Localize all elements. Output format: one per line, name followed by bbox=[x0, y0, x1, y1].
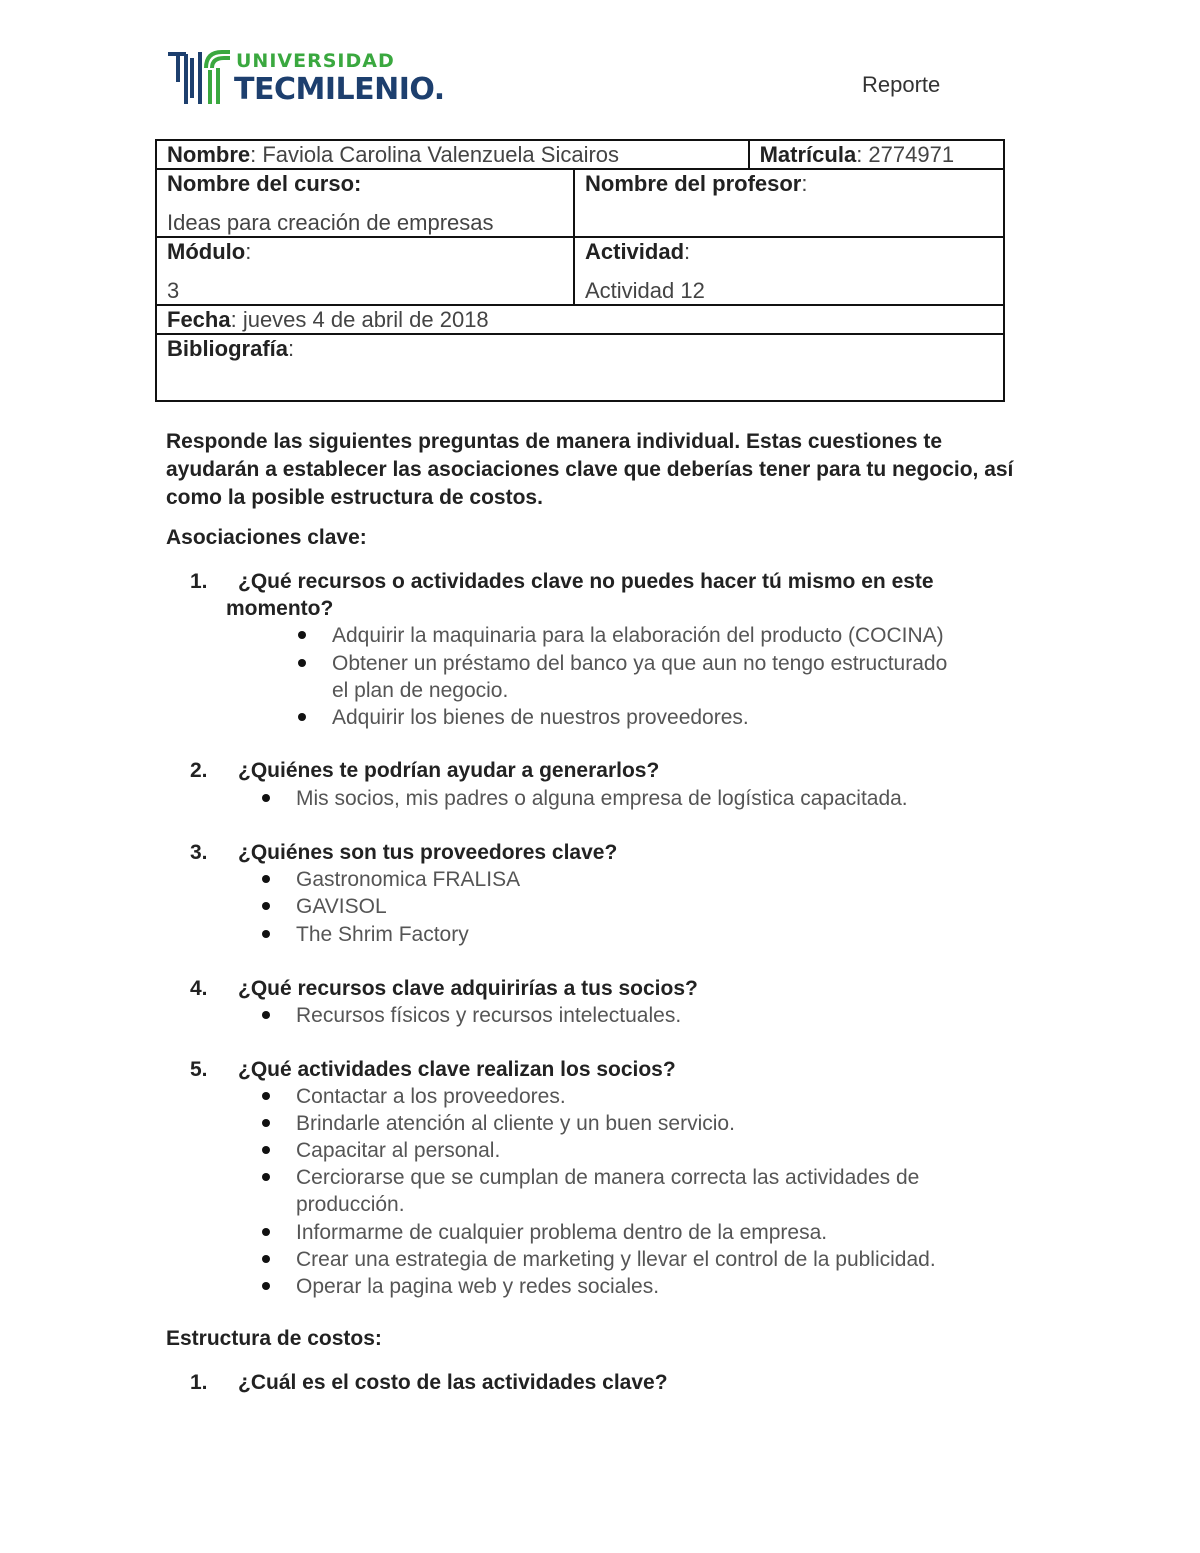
curso-cell bbox=[156, 169, 574, 237]
curso-value: Ideas para creación de empresas bbox=[167, 210, 494, 235]
bullet-icon bbox=[262, 1011, 270, 1019]
matricula-value: : 2774971 bbox=[856, 142, 955, 167]
answer-item: Recursos físicos y recursos intelectuales. bbox=[296, 1004, 682, 1027]
bullet-icon bbox=[262, 875, 270, 883]
table-row bbox=[156, 237, 1004, 305]
university-logo bbox=[166, 46, 456, 110]
cost-question-1: ¿Cuál es el costo de las actividades clave? bbox=[238, 1371, 668, 1394]
bibliografia-colon: : bbox=[288, 336, 295, 361]
question-1-line1: ¿Qué recursos o actividades clave no puedes hacer tú mismo en este bbox=[238, 570, 934, 593]
answer-item: Adquirir los bienes de nuestros proveedores. bbox=[332, 706, 749, 729]
question-4: ¿Qué recursos clave adquirirías a tus socios? bbox=[238, 977, 698, 1000]
bibliografia-label: Bibliografía bbox=[167, 336, 289, 361]
question-number: 1. bbox=[190, 1371, 208, 1394]
modulo-colon: : bbox=[245, 239, 252, 264]
actividad-label: Actividad bbox=[585, 239, 685, 264]
answer-item: Obtener un préstamo del banco ya que aun no tengo estructurado bbox=[332, 652, 948, 675]
bullet-icon bbox=[262, 1119, 270, 1127]
fecha-label: Fecha bbox=[167, 307, 231, 332]
actividad-colon: : bbox=[684, 239, 691, 264]
actividad-value: Actividad 12 bbox=[585, 278, 705, 303]
section-title-costos: Estructura de costos: bbox=[166, 1327, 382, 1350]
section-title-asociaciones: Asociaciones clave: bbox=[166, 526, 367, 549]
bullet-icon bbox=[262, 902, 270, 910]
report-label: Reporte bbox=[862, 72, 941, 97]
intro-paragraph: Responde las siguientes preguntas de manera individual. Estas cuestiones te ayudarán a establecer las asociaciones clave que deberías tener para tu negocio, así como la posible estructura de costos. bbox=[166, 430, 1014, 509]
answer-item: Gastronomica FRALISA bbox=[296, 868, 521, 891]
table-row bbox=[156, 305, 1004, 334]
answer-item: Cerciorarse que se cumplan de manera correcta las actividades de bbox=[296, 1166, 920, 1189]
question-1-line2: momento? bbox=[226, 597, 334, 620]
question-3: ¿Quiénes son tus proveedores clave? bbox=[238, 841, 618, 864]
matricula-label: Matrícula bbox=[759, 142, 857, 167]
answer-item: Operar la pagina web y redes sociales. bbox=[296, 1275, 660, 1298]
bullet-icon bbox=[262, 1146, 270, 1154]
logo-university-text: UNIVERSIDAD bbox=[236, 50, 395, 72]
fecha-cell bbox=[156, 305, 1004, 334]
bullet-icon bbox=[262, 794, 270, 802]
question-number: 2. bbox=[190, 759, 208, 782]
answer-item: Crear una estrategia de marketing y llevar el control de la publicidad. bbox=[296, 1248, 936, 1271]
answer-item: The Shrim Factory bbox=[296, 923, 469, 946]
matricula-cell bbox=[749, 140, 1004, 169]
modulo-label: Módulo bbox=[167, 239, 246, 264]
bullet-icon bbox=[298, 631, 306, 639]
bullet-icon bbox=[298, 713, 306, 721]
question-2: ¿Quiénes te podrían ayudar a generarlos? bbox=[238, 759, 660, 782]
modulo-value: 3 bbox=[167, 278, 180, 303]
question-number: 4. bbox=[190, 977, 208, 1000]
actividad-cell bbox=[574, 237, 1004, 305]
logo-tecmilenio-text: TECMILENIO. bbox=[234, 72, 445, 107]
logo-mark-icon bbox=[166, 48, 232, 108]
answer-item: Mis socios, mis padres o alguna empresa de logística capacitada. bbox=[296, 787, 908, 810]
bullet-icon bbox=[262, 1228, 270, 1236]
bullet-icon bbox=[262, 930, 270, 938]
answer-item-continuation: el plan de negocio. bbox=[332, 679, 509, 702]
bullet-icon bbox=[262, 1092, 270, 1100]
profesor-cell bbox=[574, 169, 1004, 237]
nombre-label: Nombre bbox=[167, 142, 251, 167]
bullet-icon bbox=[298, 659, 306, 667]
modulo-cell bbox=[156, 237, 574, 305]
bibliografia-cell bbox=[156, 334, 1004, 401]
bullet-icon bbox=[262, 1173, 270, 1181]
answer-item-continuation: producción. bbox=[296, 1193, 405, 1216]
answer-item: Informarme de cualquier problema dentro de la empresa. bbox=[296, 1221, 828, 1244]
question-number: 3. bbox=[190, 841, 208, 864]
question-number: 1. bbox=[190, 570, 208, 593]
answer-item: GAVISOL bbox=[296, 895, 387, 918]
profesor-label: Nombre del profesor bbox=[585, 171, 802, 196]
answer-item: Capacitar al personal. bbox=[296, 1139, 501, 1162]
question-5: ¿Qué actividades clave realizan los socios? bbox=[238, 1058, 676, 1081]
student-info-table bbox=[155, 139, 1005, 402]
question-number: 5. bbox=[190, 1058, 208, 1081]
nombre-cell bbox=[156, 140, 749, 169]
answer-item: Contactar a los proveedores. bbox=[296, 1085, 566, 1108]
answer-item: Brindarle atención al cliente y un buen servicio. bbox=[296, 1112, 735, 1135]
bullet-icon bbox=[262, 1282, 270, 1290]
fecha-value: : jueves 4 de abril de 2018 bbox=[230, 307, 489, 332]
curso-label: Nombre del curso: bbox=[167, 171, 362, 196]
nombre-value: : Faviola Carolina Valenzuela Sicairos bbox=[250, 142, 620, 167]
answer-item: Adquirir la maquinaria para la elaboración del producto (COCINA) bbox=[332, 624, 944, 647]
table-row bbox=[156, 169, 1004, 237]
table-row bbox=[156, 140, 1004, 169]
profesor-colon: : bbox=[801, 171, 808, 196]
bullet-icon bbox=[262, 1255, 270, 1263]
table-row bbox=[156, 334, 1004, 401]
